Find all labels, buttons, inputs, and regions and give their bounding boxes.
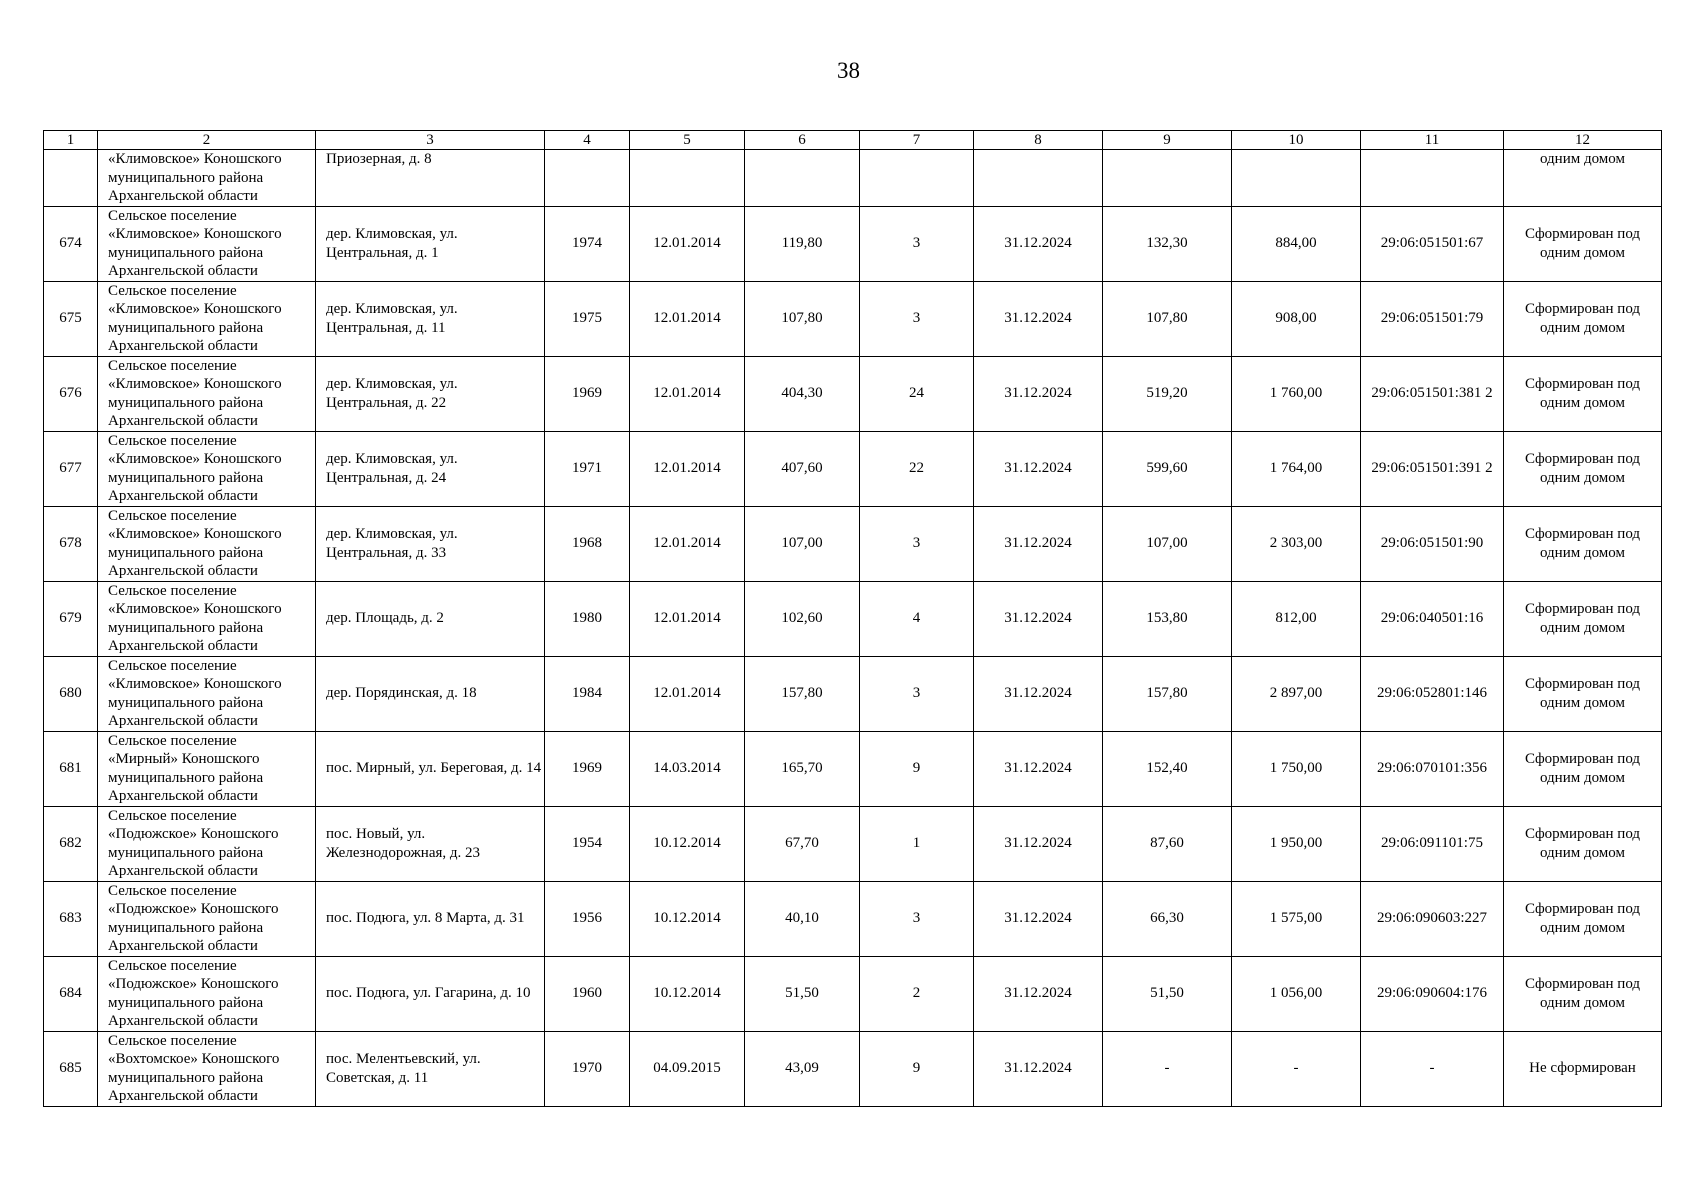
status-cell: Сформирован под одним домом [1504, 281, 1662, 356]
column-number: 8 [974, 131, 1103, 150]
address-cell: пос. Новый, ул. Железнодорожная, д. 23 [316, 806, 545, 881]
area-cell [745, 150, 860, 207]
settlement-line: Архангельской области [108, 263, 258, 279]
count-cell: 9 [860, 731, 974, 806]
settlement-line: муниципального района [108, 994, 264, 1011]
settlement-line: Архангельской области [108, 1013, 258, 1029]
settlement-line: Сельское поселение [108, 732, 237, 749]
settlement-cell [98, 956, 316, 1031]
year-cell: 1975 [545, 281, 630, 356]
column-number: 3 [316, 131, 545, 150]
column-number: 4 [545, 131, 630, 150]
deadline-cell: 31.12.2024 [974, 281, 1103, 356]
cadastre-cell: 29:06:051501:79 [1361, 281, 1504, 356]
column-number: 9 [1103, 131, 1232, 150]
date-cell: 12.01.2014 [630, 356, 745, 431]
count-cell [860, 150, 974, 207]
deadline-cell: 31.12.2024 [974, 356, 1103, 431]
table-row [44, 506, 1662, 581]
settlement-cell [98, 806, 316, 881]
date-cell: 10.12.2014 [630, 806, 745, 881]
year-cell: 1984 [545, 656, 630, 731]
cadastre-cell: 29:06:091101:75 [1361, 806, 1504, 881]
settlement-line: Сельское поселение [108, 882, 237, 899]
date-cell: 14.03.2014 [630, 731, 745, 806]
deadline-cell: 31.12.2024 [974, 1031, 1103, 1106]
cadastre-cell [1361, 150, 1504, 207]
settlement-cell [98, 656, 316, 731]
table-row [44, 581, 1662, 656]
status-cell: Не сформирован [1504, 1031, 1662, 1106]
land-cell: 908,00 [1232, 281, 1361, 356]
count-cell: 1 [860, 806, 974, 881]
land-cell: 1 056,00 [1232, 956, 1361, 1031]
settlement-line: Сельское поселение [108, 582, 237, 599]
count-cell: 3 [860, 506, 974, 581]
settlement-line: Сельское поселение [108, 432, 237, 449]
address-cell: дер. Климовская, ул. Центральная, д. 33 [316, 506, 545, 581]
settlement-line: Архангельской области [108, 713, 258, 729]
settlement-cell [98, 881, 316, 956]
land-cell: - [1232, 1031, 1361, 1106]
land-cell: 812,00 [1232, 581, 1361, 656]
area-cell: 40,10 [745, 881, 860, 956]
settlement-line: «Климовское» Коношского [108, 676, 282, 692]
settlement-line: муниципального района [108, 619, 264, 636]
year-cell: 1960 [545, 956, 630, 1031]
area-cell: 51,50 [745, 956, 860, 1031]
row-number: 676 [44, 356, 98, 431]
settlement-line: Сельское поселение [108, 282, 237, 299]
row-number: 684 [44, 956, 98, 1031]
table-row [44, 656, 1662, 731]
settlement-line: муниципального района [108, 844, 264, 861]
deadline-cell: 31.12.2024 [974, 206, 1103, 281]
area2-cell: 107,00 [1103, 506, 1232, 581]
area2-cell: 87,60 [1103, 806, 1232, 881]
cadastre-cell: 29:06:051501:381 2 [1361, 356, 1504, 431]
area-cell: 107,00 [745, 506, 860, 581]
count-cell: 3 [860, 206, 974, 281]
settlement-line: «Климовское» Коношского [108, 376, 282, 392]
land-cell [1232, 150, 1361, 207]
year-cell [545, 150, 630, 207]
settlement-line: Архангельской области [108, 188, 258, 204]
carried-over-row [44, 150, 1662, 207]
address-cell: дер. Климовская, ул. Центральная, д. 24 [316, 431, 545, 506]
year-cell: 1969 [545, 731, 630, 806]
settlement-cell [98, 581, 316, 656]
settlement-line: муниципального района [108, 919, 264, 936]
settlement-line: муниципального района [108, 769, 264, 786]
row-number: 678 [44, 506, 98, 581]
land-cell: 1 760,00 [1232, 356, 1361, 431]
count-cell: 4 [860, 581, 974, 656]
deadline-cell: 31.12.2024 [974, 956, 1103, 1031]
row-number: 682 [44, 806, 98, 881]
address-cell: дер. Климовская, ул. Центральная, д. 1 [316, 206, 545, 281]
address-cell: пос. Мелентьевский, ул. Советская, д. 11 [316, 1031, 545, 1106]
settlement-cell [98, 506, 316, 581]
status-cell: Сформирован под одним домом [1504, 431, 1662, 506]
area-cell: 119,80 [745, 206, 860, 281]
row-number: 680 [44, 656, 98, 731]
settlement-line: Архангельской области [108, 488, 258, 504]
column-number: 11 [1361, 131, 1504, 150]
date-cell: 12.01.2014 [630, 656, 745, 731]
area2-cell: 107,80 [1103, 281, 1232, 356]
settlement-line: Сельское поселение [108, 1032, 237, 1049]
area-cell: 67,70 [745, 806, 860, 881]
area2-cell: 132,30 [1103, 206, 1232, 281]
settlement-line: муниципального района [108, 469, 264, 486]
cadastre-cell: 29:06:090603:227 [1361, 881, 1504, 956]
area2-cell: 66,30 [1103, 881, 1232, 956]
settlement-line: Архангельской области [108, 788, 258, 804]
settlement-line: Архангельской области [108, 563, 258, 579]
settlement-line: Сельское поселение [108, 507, 237, 524]
year-cell: 1980 [545, 581, 630, 656]
status-cell: Сформирован под одним домом [1504, 881, 1662, 956]
settlement-line: «Подюжское» Коношского [108, 976, 279, 992]
settlement-line: муниципального района [108, 319, 264, 336]
deadline-cell: 31.12.2024 [974, 656, 1103, 731]
count-cell: 3 [860, 281, 974, 356]
settlement-line: Архангельской области [108, 938, 258, 954]
date-cell: 12.01.2014 [630, 581, 745, 656]
row-number [44, 150, 98, 207]
cadastre-cell: 29:06:051501:391 2 [1361, 431, 1504, 506]
count-cell: 3 [860, 881, 974, 956]
status-cell: Сформирован под одним домом [1504, 956, 1662, 1031]
settlement-cell [98, 356, 316, 431]
settlement-line: Сельское поселение [108, 357, 237, 374]
deadline-cell: 31.12.2024 [974, 431, 1103, 506]
column-number: 6 [745, 131, 860, 150]
area2-cell: 51,50 [1103, 956, 1232, 1031]
cadastre-cell: - [1361, 1031, 1504, 1106]
area2-cell: 153,80 [1103, 581, 1232, 656]
address-cell: дер. Климовская, ул. Центральная, д. 11 [316, 281, 545, 356]
settlement-line: «Подюжское» Коношского [108, 826, 279, 842]
land-cell: 884,00 [1232, 206, 1361, 281]
date-cell [630, 150, 745, 207]
row-number: 675 [44, 281, 98, 356]
settlement-line: муниципального района [108, 1069, 264, 1086]
settlement-line: «Мирный» Коношского [108, 751, 260, 767]
date-cell: 12.01.2014 [630, 206, 745, 281]
year-cell: 1954 [545, 806, 630, 881]
settlement-cell [98, 731, 316, 806]
table-row [44, 356, 1662, 431]
date-cell: 12.01.2014 [630, 431, 745, 506]
year-cell: 1968 [545, 506, 630, 581]
row-number: 677 [44, 431, 98, 506]
area2-cell: - [1103, 1031, 1232, 1106]
address-cell: пос. Подюга, ул. 8 Марта, д. 31 [316, 881, 545, 956]
registry-table [43, 130, 1662, 1107]
settlement-cell [98, 1031, 316, 1106]
settlement-line: муниципального района [108, 394, 264, 411]
year-cell: 1969 [545, 356, 630, 431]
address-cell: пос. Подюга, ул. Гагарина, д. 10 [316, 956, 545, 1031]
table-row [44, 1031, 1662, 1106]
area2-cell [1103, 150, 1232, 207]
land-cell: 1 950,00 [1232, 806, 1361, 881]
status-cell: Сформирован под одним домом [1504, 506, 1662, 581]
settlement-line: «Климовское» Коношского [108, 451, 282, 467]
settlement-line: «Вохтомское» Коношского [108, 1051, 280, 1067]
table-row [44, 206, 1662, 281]
settlement-line: муниципального района [108, 694, 264, 711]
row-number: 674 [44, 206, 98, 281]
address-cell: дер. Площадь, д. 2 [316, 581, 545, 656]
address-cell: пос. Мирный, ул. Береговая, д. 14 [316, 731, 545, 806]
settlement-line: «Климовское» Коношского [108, 526, 282, 542]
year-cell: 1970 [545, 1031, 630, 1106]
settlement-line: Сельское поселение [108, 807, 237, 824]
column-number: 1 [44, 131, 98, 150]
address-cell: Приозерная, д. 8 [316, 150, 545, 207]
count-cell: 22 [860, 431, 974, 506]
area2-cell: 152,40 [1103, 731, 1232, 806]
date-cell: 04.09.2015 [630, 1031, 745, 1106]
count-cell: 2 [860, 956, 974, 1031]
cadastre-cell: 29:06:090604:176 [1361, 956, 1504, 1031]
date-cell: 12.01.2014 [630, 506, 745, 581]
settlement-line: муниципального района [108, 244, 264, 261]
date-cell: 10.12.2014 [630, 956, 745, 1031]
settlement-line: Архангельской области [108, 413, 258, 429]
settlement-cell [98, 150, 316, 207]
settlement-cell [98, 281, 316, 356]
table-row [44, 806, 1662, 881]
column-number: 10 [1232, 131, 1361, 150]
cadastre-cell: 29:06:051501:67 [1361, 206, 1504, 281]
land-cell: 1 750,00 [1232, 731, 1361, 806]
land-cell: 1 764,00 [1232, 431, 1361, 506]
deadline-cell: 31.12.2024 [974, 731, 1103, 806]
settlement-line: Сельское поселение [108, 207, 237, 224]
deadline-cell: 31.12.2024 [974, 506, 1103, 581]
row-number: 681 [44, 731, 98, 806]
deadline-cell: 31.12.2024 [974, 806, 1103, 881]
settlement-cell [98, 206, 316, 281]
status-cell: Сформирован под одним домом [1504, 656, 1662, 731]
date-cell: 12.01.2014 [630, 281, 745, 356]
land-cell: 2 897,00 [1232, 656, 1361, 731]
count-cell: 24 [860, 356, 974, 431]
deadline-cell [974, 150, 1103, 207]
row-number: 685 [44, 1031, 98, 1106]
land-cell: 2 303,00 [1232, 506, 1361, 581]
area-cell: 107,80 [745, 281, 860, 356]
row-number: 679 [44, 581, 98, 656]
address-cell: дер. Порядинская, д. 18 [316, 656, 545, 731]
status-cell: Сформирован под одним домом [1504, 731, 1662, 806]
area-cell: 43,09 [745, 1031, 860, 1106]
table-row [44, 881, 1662, 956]
cadastre-cell: 29:06:051501:90 [1361, 506, 1504, 581]
area2-cell: 599,60 [1103, 431, 1232, 506]
settlement-line: «Подюжское» Коношского [108, 901, 279, 917]
column-number: 2 [98, 131, 316, 150]
area-cell: 165,70 [745, 731, 860, 806]
status-cell: Сформирован под одним домом [1504, 806, 1662, 881]
table-row [44, 431, 1662, 506]
status-cell: Сформирован под одним домом [1504, 206, 1662, 281]
settlement-line: «Климовское» Коношского [108, 226, 282, 242]
cadastre-cell: 29:06:052801:146 [1361, 656, 1504, 731]
column-number-row [44, 131, 1662, 150]
cadastre-cell: 29:06:070101:356 [1361, 731, 1504, 806]
settlement-line: Архангельской области [108, 638, 258, 654]
land-cell: 1 575,00 [1232, 881, 1361, 956]
date-cell: 10.12.2014 [630, 881, 745, 956]
count-cell: 9 [860, 1031, 974, 1106]
row-number: 683 [44, 881, 98, 956]
deadline-cell: 31.12.2024 [974, 881, 1103, 956]
settlement-line: Сельское поселение [108, 957, 237, 974]
settlement-line: Архангельской области [108, 338, 258, 354]
area2-cell: 519,20 [1103, 356, 1232, 431]
status-cell: одним домом [1504, 150, 1662, 207]
column-number: 5 [630, 131, 745, 150]
year-cell: 1971 [545, 431, 630, 506]
column-number: 7 [860, 131, 974, 150]
column-number: 12 [1504, 131, 1662, 150]
status-cell: Сформирован под одним домом [1504, 581, 1662, 656]
table-row [44, 281, 1662, 356]
settlement-line: муниципального района [108, 544, 264, 561]
settlement-line: «Климовское» Коношского [108, 601, 282, 617]
deadline-cell: 31.12.2024 [974, 581, 1103, 656]
area-cell: 407,60 [745, 431, 860, 506]
status-cell: Сформирован под одним домом [1504, 356, 1662, 431]
address-cell: дер. Климовская, ул. Центральная, д. 22 [316, 356, 545, 431]
area-cell: 102,60 [745, 581, 860, 656]
settlement-line: «Климовское» Коношского [108, 301, 282, 317]
settlement-line: Архангельской области [108, 1088, 258, 1104]
table-row [44, 956, 1662, 1031]
area-cell: 404,30 [745, 356, 860, 431]
year-cell: 1956 [545, 881, 630, 956]
area2-cell: 157,80 [1103, 656, 1232, 731]
settlement-cell [98, 431, 316, 506]
page-number: 38 [837, 58, 860, 83]
area-cell: 157,80 [745, 656, 860, 731]
cadastre-cell: 29:06:040501:16 [1361, 581, 1504, 656]
year-cell: 1974 [545, 206, 630, 281]
settlement-line: «Климовское» Коношского [108, 151, 282, 167]
settlement-line: Архангельской области [108, 863, 258, 879]
settlement-line: Сельское поселение [108, 657, 237, 674]
count-cell: 3 [860, 656, 974, 731]
table-row [44, 731, 1662, 806]
settlement-line: муниципального района [108, 169, 264, 186]
